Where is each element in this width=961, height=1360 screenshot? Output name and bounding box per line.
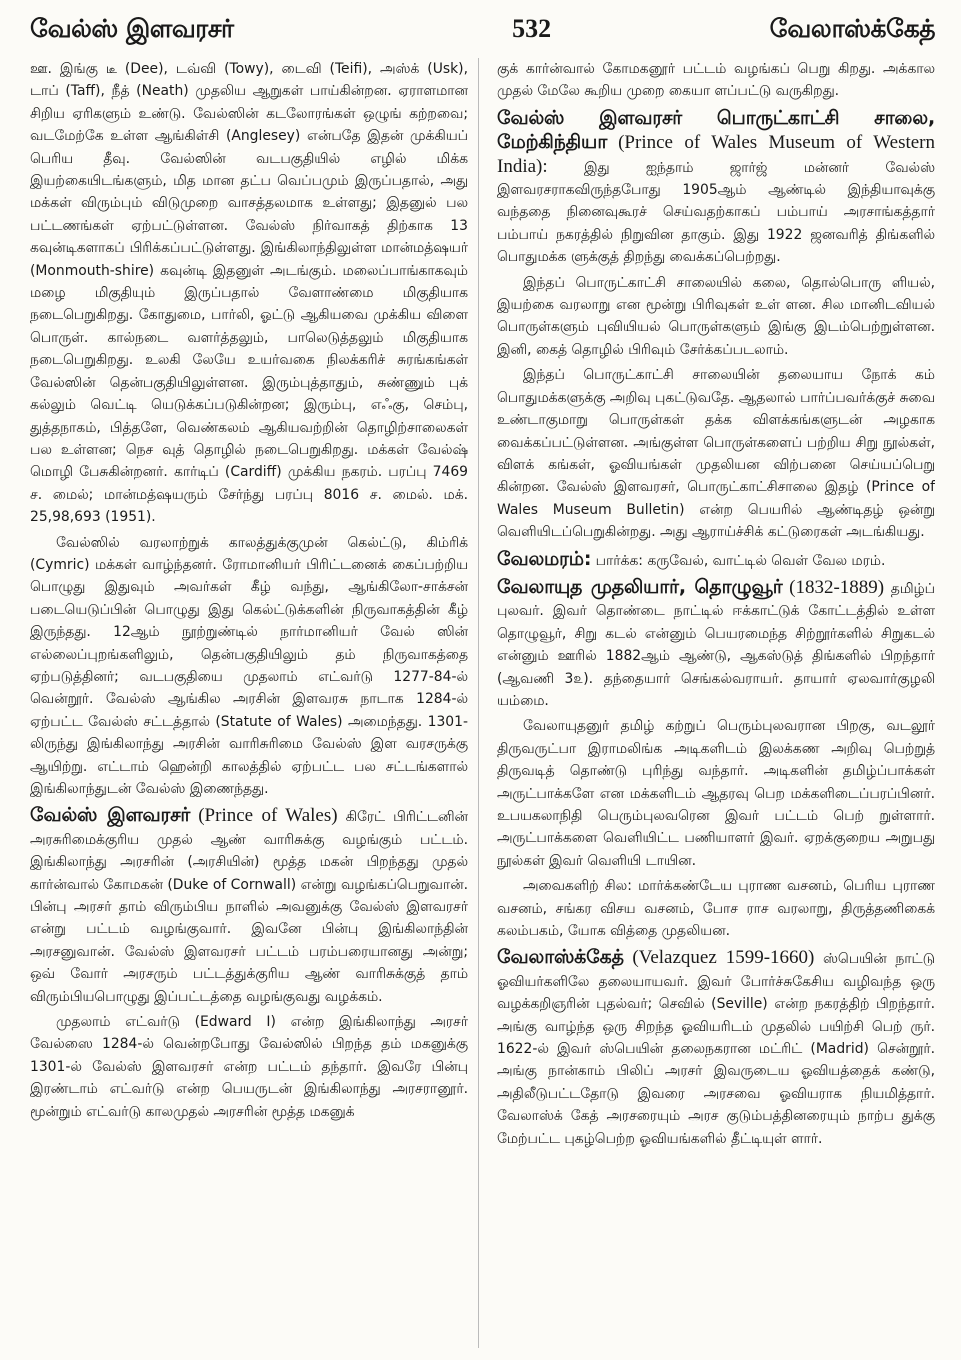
entry-prince-of-wales-museum: [497, 107, 935, 269]
entry-body: இது ஐந்தாம் ஜார்ஜ் மன்னர் வேல்ஸ் இளவரசராகவிருந்தபோது 1905ஆம் ஆண்டில் இந்தியாவுக்கு வந்ததை நினைவுகூரச் செய்வதற்காகப் பம்பாய் அரசாங்கத்தார் பம்பாய் நகரத்தில் நிறுவின தாகும். இது 1922 ஜனவரித் திங்களில் பொதுமக்க ளுக்குத் திறந்து வைக்கப்பெற்றது.: [497, 159, 935, 266]
page-header: [30, 14, 935, 58]
entry-headword-english: (Prince of Wales Museum of Western India):: [497, 132, 935, 177]
right-column: [495, 58, 935, 1348]
paragraph: இந்தப் பொருட்காட்சி சாலையில் கலை, தொல்பொரு ளியல், இயற்கை வரலாறு என மூன்று பிரிவுகள் உள் ளன. சில மானிடவியல் பொருள்களும் புவியியல் பொருள்களும் இங்கு இடம்பெற்றுள்ளன. இனி, கைத் தொழில் பிரிவும் சேர்க்கப்படலாம்.: [497, 274, 935, 358]
entry-velayutha-mudaliyar: [497, 576, 935, 712]
paragraph: அவைகளிற் சில: மார்க்கண்டேய புராண வசனம், பெரிய புராண வசனம், சங்கர விசய வசனம், போச ராச வரலாறு, திருத்தணிகைக் கலம்பகம், யோக வித்தை முதலியன.: [497, 878, 935, 940]
entry-body: கிரேட் பிரிட்டனின் அரசுரிமைக்குரிய முதல் ஆண் வாரிசுக்கு வழங்கும் பட்டம். இங்கிலாந்து அரசரின் (அரசியின்) மூத்த மகன் பிறந்தது முதல் கார்ன்வால் கோமகன் (Duke of Cornwall) என்று வழங்கப்பெறுவான். பின்பு அரசர் தாம் விரும்பிய நாளில் அவனுக்கு வேல்ஸ் இளவரசர் என்று பட்டம் வழங்குவார். இவனே பின்பு இங்கிலாந்தின் அரசனுவான். வேல்ஸ் இளவரசர் பட்டம் பரம்பரையானது அன்று; ஒவ் வோர் அரசரும் பட்டத்துக்குரிய ஆண் வாரிசுக்குத் தாம் விரும்பியபொழுது இப்பட்டத்தை வழங்குவது வழக்கம்.: [30, 809, 469, 1005]
entry-body: பார்க்க: கருவேல், வாட்டில் வெள் வேல மரம்.: [595, 552, 886, 569]
paragraph: முதலாம் எட்வர்டு (Edward I) என்ற இங்கிலாந்து அரசர் வேல்ஸை 1284-ல் வென்றபோது வேல்ஸில் பிறந்த தம் மகனுக்கு 1301-ல் வேல்ஸ் இளவரசர் என்ற பட்டம் தந்தார். இவரே பின்பு இரண்டாம் எட்வர்டு என்ற பெயருடன் இங்கிலாந்து அரசரானூர். மூன்றும் எட்வர்டு காலமுதல் அரசரின் மூத்த மகனுக்: [30, 1014, 468, 1120]
page-number: 532: [512, 14, 552, 43]
entry-headword: வேலாயுத முதலியார், தொழுவூர்: [497, 575, 783, 598]
entry-headword: வேல்ஸ் இளவரசர்: [30, 804, 191, 827]
entry-headword: வேலாஸ்க்கேத்: [497, 946, 624, 969]
entry-headword-english: (1832-1889): [789, 576, 885, 598]
running-head-left: வேல்ஸ் இளவரசர்: [30, 14, 234, 43]
paragraph: வேல்ஸில் வரலாற்றுக் காலத்துக்குமுன் கெல்ட்டு, கிம்ரிக் (Cymric) மக்கள் வாழ்ந்தனர். ரோமானியர் பிரிட்டனைக் கைப்பற்றிய பொழுது இதுவும் அவர்கள் கீழ் வந்து, ஆங்கிலோ-சாக்சன் படையெடுப்பின் பொழுது இது கெல்ட்டுக்களின் நிருவாகத்தின் கீழ் இருந்தது. 12ஆம் நூற்றுண்டில் நார்மானியர் வேல் ஸின் எல்லைப்புறங்களிலும், தென்பகுதியிலும் தம் நிருவாகத்தை ஏற்படுத்தினர்; வடபகுதியை முதலாம் எட்வர்டு 1277-84-ல் வென்றூர். வேல்ஸ் ஆங்கில அரசின் இளவரசு நாடாக 1284-ல் ஏற்பட்ட வேல்ஸ் சட்டத்தால் (Statute of Wales) அமைந்தது. 1301-லிருந்து இங்கிலாந்து அரசின் வாரிசுரிமை வேல்ஸ் இள வரசருக்கு ஆயிற்று. எட்டாம் ஹென்றி காலத்தில் ஏற்பட்ட பல சட்டங்களால் இங்கிலாந்துடன் வேல்ஸ் இணைந்தது.: [30, 534, 468, 797]
paragraph: குக் கார்ன்வால் கோமகனூர் பட்டம் வழங்கப் பெறு கிறது. அக்கால முதல் மேலே கூறிய முறை கையா ளப்பட்டு வருகிறது.: [497, 61, 935, 100]
entry-headword-english: (Velazquez 1599-1660): [632, 947, 815, 969]
entry-headword-english: (Prince of Wales): [198, 805, 338, 827]
entry-body: தமிழ்ப் புலவர். இவர் தொண்டை நாட்டில் ஈக்காட்டுக் கோட்டத்தில் உள்ள தொழுவூர், சிறு கடல் என்னும் பெயரமைந்த சிற்றூர்களில் சிறுகடல் என்னும் ஊரில் 1882ஆம் ஆண்டு, ஆகஸ்டுத் திங்களில் பிறந்தார் (ஆவணி 3௨). தந்தையார் செங்கல்வராயர். தாயார் ஏலவார்குழலி யம்மை.: [497, 580, 935, 709]
entry-velamaram: [497, 548, 935, 572]
paragraph: ஊ. இங்கு டீ (Dee), டவ்வி (Towy), டைவி (Teifi), அஸ்க் (Usk), டாப் (Taff), நீத் (Neath) முதலிய ஆறுகள் பாய்கின்றன. ஏராளமான சிறிய ஏரிகளும் உண்டு. வேல்ஸின் கடலோரங்கள் ஒழுங் கற்றவை; வடமேற்கே உள்ள ஆங்கிள்சி (Anglesey) என்பதே இதன் முக்கியப் பெரிய தீவு. வேல்ஸின் வடபகுதியில் எழில் மிக்க இயற்கையிடங்களும், மித மான தட்ப வெப்பமும் இருப்பதால், அது மக்கள் விரும்பும் விடுமுறை வாசத்தலமாக உள்ளது; இதனுல் பல பட்டணங்கள் ஏற்பட்டுள்ளன. வேல்ஸ் நிர்வாகத் திற்காக 13 கவுன்டிகளாகப் பிரிக்கப்பட்டுள்ளது. இங்கிலாந்திலுள்ள மான்மத்ஷயர் (Monmouth-shire) கவுன்டி இதனுள் அடங்கும். மலைப்பாங்காகவும் மழை மிகுதியும் இருப்பதால் வேளாண்மை மிகுதியாக நடைபெறுகிறது. கோதுமை, பார்லி, ஓட்டு ஆகியவை முக்கிய விளை பொருள். கால்நடை வளர்த்தலும், பாலெடுத்தலும் மிகுதியாக நடைபெறுகிறது. உலகி லேயே உயர்வகை நிலக்கரிச் சுரங்கங்கள் வேல்ஸின் தென்பகுதியிலுள்ளன. இரும்புத்தாதும், சுண்ணும் புக் கல்லும் வெட்டி யெடுக்கப்படுகின்றன; இரும்பு, எஃகு, செம்பு, துத்தநாகம், பித்தளே, வெண்கலம் ஆகியவற்றின் தொழிற்சாலைகள் பல உள்ளன; நெச வுத் தொழில் நடைபெறுகிறது. மக்கள் வேல்ஷ் மொழி பேசுகின்றனர். கார்டிப் (Cardiff) முக்கிய நகரம். பரப்பு 7469 ச. மைல்; மான்மத்ஷயரும் சேர்ந்து பரப்பு 8016 ச. மைல். மக். 25,98,693 (1951).: [30, 61, 468, 526]
entry-body: ஸ்பெயின் நாட்டு ஓவியர்களிலே தலையாயவர். இவர் போர்ச்சுகேசிய வழிவந்த ஒரு வழக்கறிஞரின் புதல்வர்; செவில் (Seville) என்ற நகரத்திற் பிறந்தார். அங்கு வாழ்ந்த ஒரு சிறந்த ஓவியரிடம் முதலில் பயிற்சி பெற் ருர். 1622-ல் இவர் ஸ்பெயின் தலைநகரான மட்ரிட் (Madrid) சென்றூர். அங்கு நான்காம் பிலிப் அரசர் இவருடைய ஓவியத்தைக் கண்டு, அதிலீடுபட்டதோடு இவரை அரசவை ஓவியராக நியமித்தார். வேலாஸ்க் கேத் அரசரையும் அரச குடும்பத்தினரையும் நாற்ப துக்கு மேற்பட்ட புகழ்பெற்ற ஓவியங்களில் தீட்டியுள் ளார்.: [497, 951, 935, 1147]
entry-velazquez: [497, 946, 935, 1150]
entry-headword: வேல்ஸ் இளவரசர் பொருட்காட்சி சாலை, மேற்கிந்தியா: [497, 106, 935, 154]
entry-prince-of-wales: [30, 804, 468, 1008]
entry-headword: வேலமரம்:: [497, 547, 592, 570]
left-column: [30, 58, 479, 1348]
running-head-right: வேலாஸ்க்கேத்: [769, 14, 935, 43]
paragraph: இந்தப் பொருட்காட்சி சாலையின் தலையாய நோக் கம் பொதுமக்களுக்கு அறிவு புகட்டுவதே. ஆதலால் பார்ப்பவர்க்குச் சுவை உண்டாகுமாறு பொருள்கள் தக்க விளக்கங்களுடன் அழகாக வைக்கப்பட்டுள்ளன. அங்குள்ள பொருள்களைப் பற்றிய சிறு நூல்கள், விளக் கங்கள், ஓவியங்கள் முதலியன விற்பனை செய்யப்பெறு கின்றன. வேல்ஸ் இளவரசர், பொருட்காட்சிசாலை இதழ் (Prince of Wales Museum Bulletin) என்ற பெயரில் ஆண்டிதழ் ஒன்று வெளியிடப்பெறுகின்றது. அது ஆராய்ச்சிக் கட்டுரைகள் அடங்கியது.: [497, 367, 935, 541]
paragraph: வேலாயுதனுர் தமிழ் கற்றுப் பெரும்புலவரான பிறகு, வடலூர் திருவருட்பா இராமலிங்க அடிகளிடம் இலக்கண அறிவு பெற்றுத் திருவடித் தொண்டு புரிந்து வந்தார். அடிகளின் தமிழ்ப்பாக்கள் அருட்பாக்களே என மக்களிடம் ஆதரவு பெற மக்களிடைப்பரப்பினர். உபயகலாநிதி பெரும்புலவரென இவர் பட்டம் பெற் றுள்ளார். அருட்பாக்களை வெளியிட்ட பணியாளர் இவர். ஏறக்குறைய அறுபது நூல்கள் இவர் வெளியி டாயின.: [497, 718, 935, 869]
text-columns: [30, 58, 935, 1348]
